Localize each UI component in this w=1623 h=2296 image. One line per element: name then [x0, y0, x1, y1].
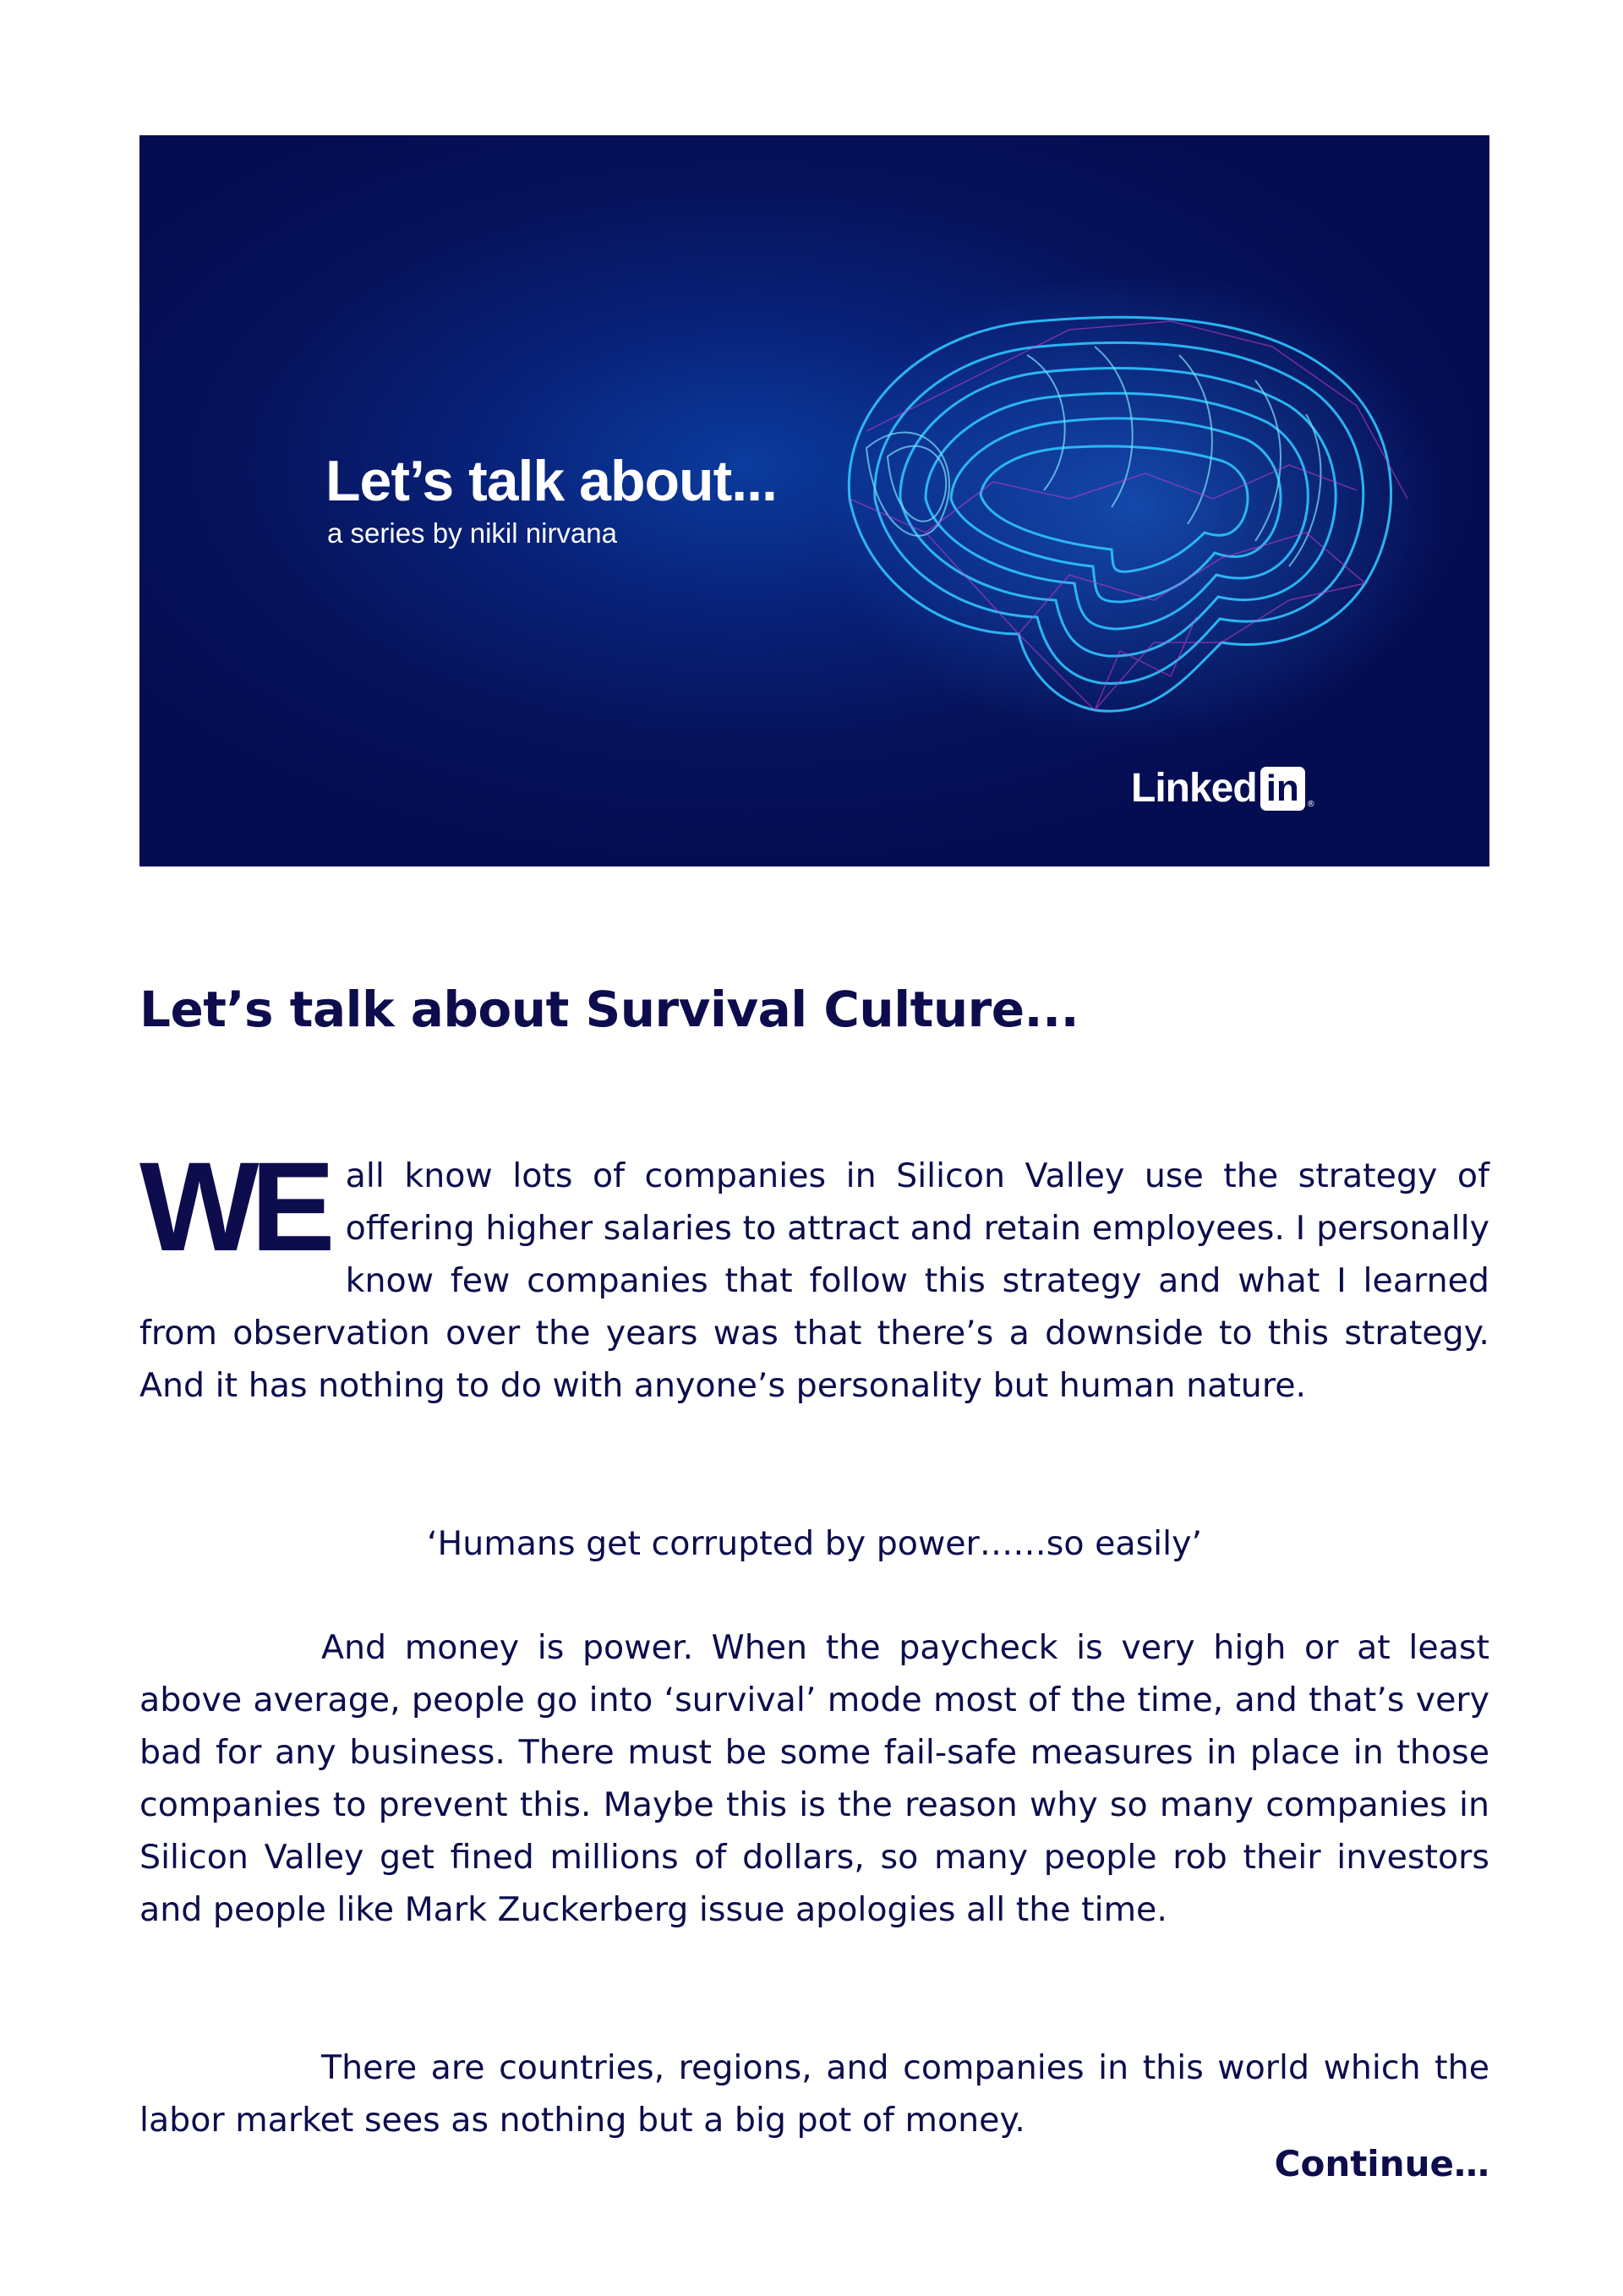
linkedin-logo-word: Linked — [1131, 766, 1257, 811]
paragraph-2 — [139, 1621, 1489, 1936]
paragraph-1 — [139, 1135, 1489, 1412]
pull-quote: ‘Humans get corrupted by power……so easily’ — [426, 1524, 1203, 1563]
paragraph-2-text: And money is power. When the paycheck is very high or at least above average, people go into ‘survival’ mode most of the time, and that’s very bad for any business. There must be some fail-safe measures in place in those companies to prevent this. Maybe this is the reason why so many companies in Silicon Valley get fined millions of dollars, so many people rob their investors and people like Mark Zuckerberg issue apologies all the time. — [139, 1628, 1489, 1929]
banner-subtitle: a series by nikil nirvana — [327, 517, 617, 549]
drop-cap: WE — [139, 1135, 327, 1277]
paragraph-1-text: all know lots of companies in Silicon Valley use the strategy of offering higher salaries to attract and retain employees. I personally know few companies that follow this strategy and what I learned from observation over the years was that there’s a downside to this strategy. And it has nothing to do with anyone’s personality but human nature. — [139, 1156, 1489, 1405]
paragraph-3 — [139, 2042, 1489, 2146]
linkedin-logo-in-box: in — [1260, 767, 1305, 811]
article-title: Let’s talk about Survival Culture... — [139, 981, 1079, 1038]
brain-wireframe-illustration — [816, 279, 1458, 752]
linkedin-logo — [1131, 765, 1315, 812]
paragraph-3-text: There are countries, regions, and companies in this world which the labor market sees as nothing but a big pot of money. — [139, 2048, 1489, 2140]
registered-mark: ® — [1306, 800, 1315, 809]
continue-link[interactable]: Continue… — [1274, 2143, 1489, 2184]
header-banner — [139, 135, 1489, 866]
banner-title: Let’s talk about... — [325, 449, 777, 513]
